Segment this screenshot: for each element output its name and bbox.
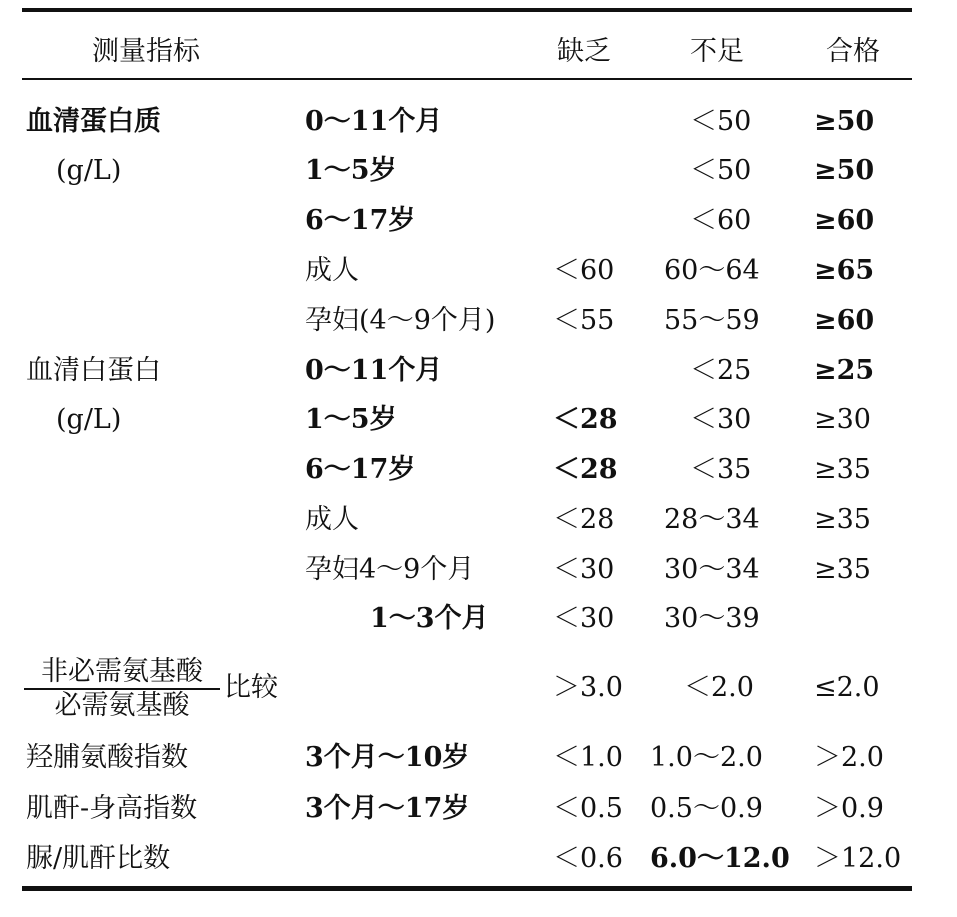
- cell-insufficient: 1.0～2.0: [650, 742, 763, 773]
- cell-deficient: ＜1.0: [553, 742, 623, 773]
- header-indicator: 测量指标: [92, 36, 200, 67]
- table-row: 1～3个月: [370, 603, 489, 634]
- cell-deficient: ＜28: [553, 454, 618, 485]
- cell-qualified: ＞12.0: [814, 843, 902, 874]
- cell-insufficient: 28～34: [664, 504, 760, 535]
- creatinine-height-name: 肌酐-身高指数: [26, 793, 198, 824]
- cell-deficient: ＜0.6: [553, 843, 623, 874]
- cell-qualified: ≥60: [814, 305, 875, 336]
- cell-qualified: ≥60: [814, 205, 875, 236]
- header-deficient: 缺乏: [557, 36, 611, 67]
- cell-qualified: ≥50: [814, 155, 875, 186]
- cell-qualified: ＞2.0: [814, 742, 884, 773]
- fraction-numerator: 非必需氨基酸: [41, 656, 203, 687]
- table-row: 3个月～17岁: [305, 793, 470, 824]
- cell-qualified: ≥35: [814, 554, 871, 585]
- table-row: 6～17岁: [305, 454, 416, 485]
- cell-qualified: ≥35: [814, 454, 871, 485]
- table-row: 1～5岁: [305, 155, 397, 186]
- table-row: 孕妇4～9个月: [305, 554, 475, 585]
- serum-albumin-name: 血清白蛋白: [26, 355, 161, 386]
- table-row: 1～5岁: [305, 404, 397, 435]
- table-row: 0～11个月: [305, 106, 443, 137]
- cell-qualified: ≤2.0: [814, 672, 880, 703]
- serum-protein-name: 血清蛋白质: [26, 106, 161, 137]
- table-row: 成人: [305, 255, 359, 286]
- table-bottom-rule: [22, 886, 912, 891]
- cell-qualified: ≥65: [814, 255, 875, 286]
- cell-insufficient: ＜60: [690, 205, 752, 236]
- serum-albumin-unit: (g/L): [56, 404, 122, 435]
- cell-insufficient: ＜35: [690, 454, 752, 485]
- cell-insufficient: ＜30: [690, 404, 752, 435]
- cell-insufficient: ＜50: [690, 106, 752, 137]
- table-row: 6～17岁: [305, 205, 416, 236]
- cell-insufficient: 30～39: [664, 603, 760, 634]
- urea-creatinine-name: 脲/肌酐比数: [26, 843, 171, 874]
- table-row: 3个月～10岁: [305, 742, 470, 773]
- cell-deficient: ＜30: [553, 554, 615, 585]
- cell-insufficient: 55～59: [664, 305, 760, 336]
- cell-deficient: ＜0.5: [553, 793, 623, 824]
- cell-deficient: ＜28: [553, 404, 618, 435]
- cell-deficient: ＞3.0: [553, 672, 623, 703]
- cell-qualified: ≥25: [814, 355, 875, 386]
- cell-qualified: ＞0.9: [814, 793, 884, 824]
- cell-qualified: ≥30: [814, 404, 871, 435]
- cell-insufficient: ＜50: [690, 155, 752, 186]
- cell-deficient: ＜55: [553, 305, 615, 336]
- header-insufficient: 不足: [690, 36, 744, 67]
- cell-insufficient: 60～64: [664, 255, 760, 286]
- table-row: 成人: [305, 504, 359, 535]
- cell-deficient: ＜30: [553, 603, 615, 634]
- cell-qualified: ≥35: [814, 504, 871, 535]
- serum-protein-unit: (g/L): [56, 155, 122, 186]
- amino-ratio-suffix: 比较: [224, 672, 278, 703]
- cell-insufficient: 6.0～12.0: [650, 843, 790, 874]
- header-qualified: 合格: [826, 36, 880, 67]
- cell-deficient: ＜28: [553, 504, 615, 535]
- table-row: 0～11个月: [305, 355, 443, 386]
- amino-acid-ratio-fraction: [22, 656, 222, 722]
- table-header-rule: [22, 78, 912, 80]
- cell-insufficient: ＜2.0: [684, 672, 754, 703]
- cell-deficient: ＜60: [553, 255, 615, 286]
- cell-insufficient: ＜25: [690, 355, 752, 386]
- cell-insufficient: 0.5～0.9: [650, 793, 763, 824]
- cell-insufficient: 30～34: [664, 554, 760, 585]
- fraction-denominator: 必需氨基酸: [54, 690, 190, 721]
- hydroxyproline-name: 羟脯氨酸指数: [26, 742, 188, 773]
- cell-qualified: ≥50: [814, 106, 875, 137]
- table-row: 孕妇(4～9个月): [305, 305, 496, 336]
- table-top-rule: [22, 8, 912, 12]
